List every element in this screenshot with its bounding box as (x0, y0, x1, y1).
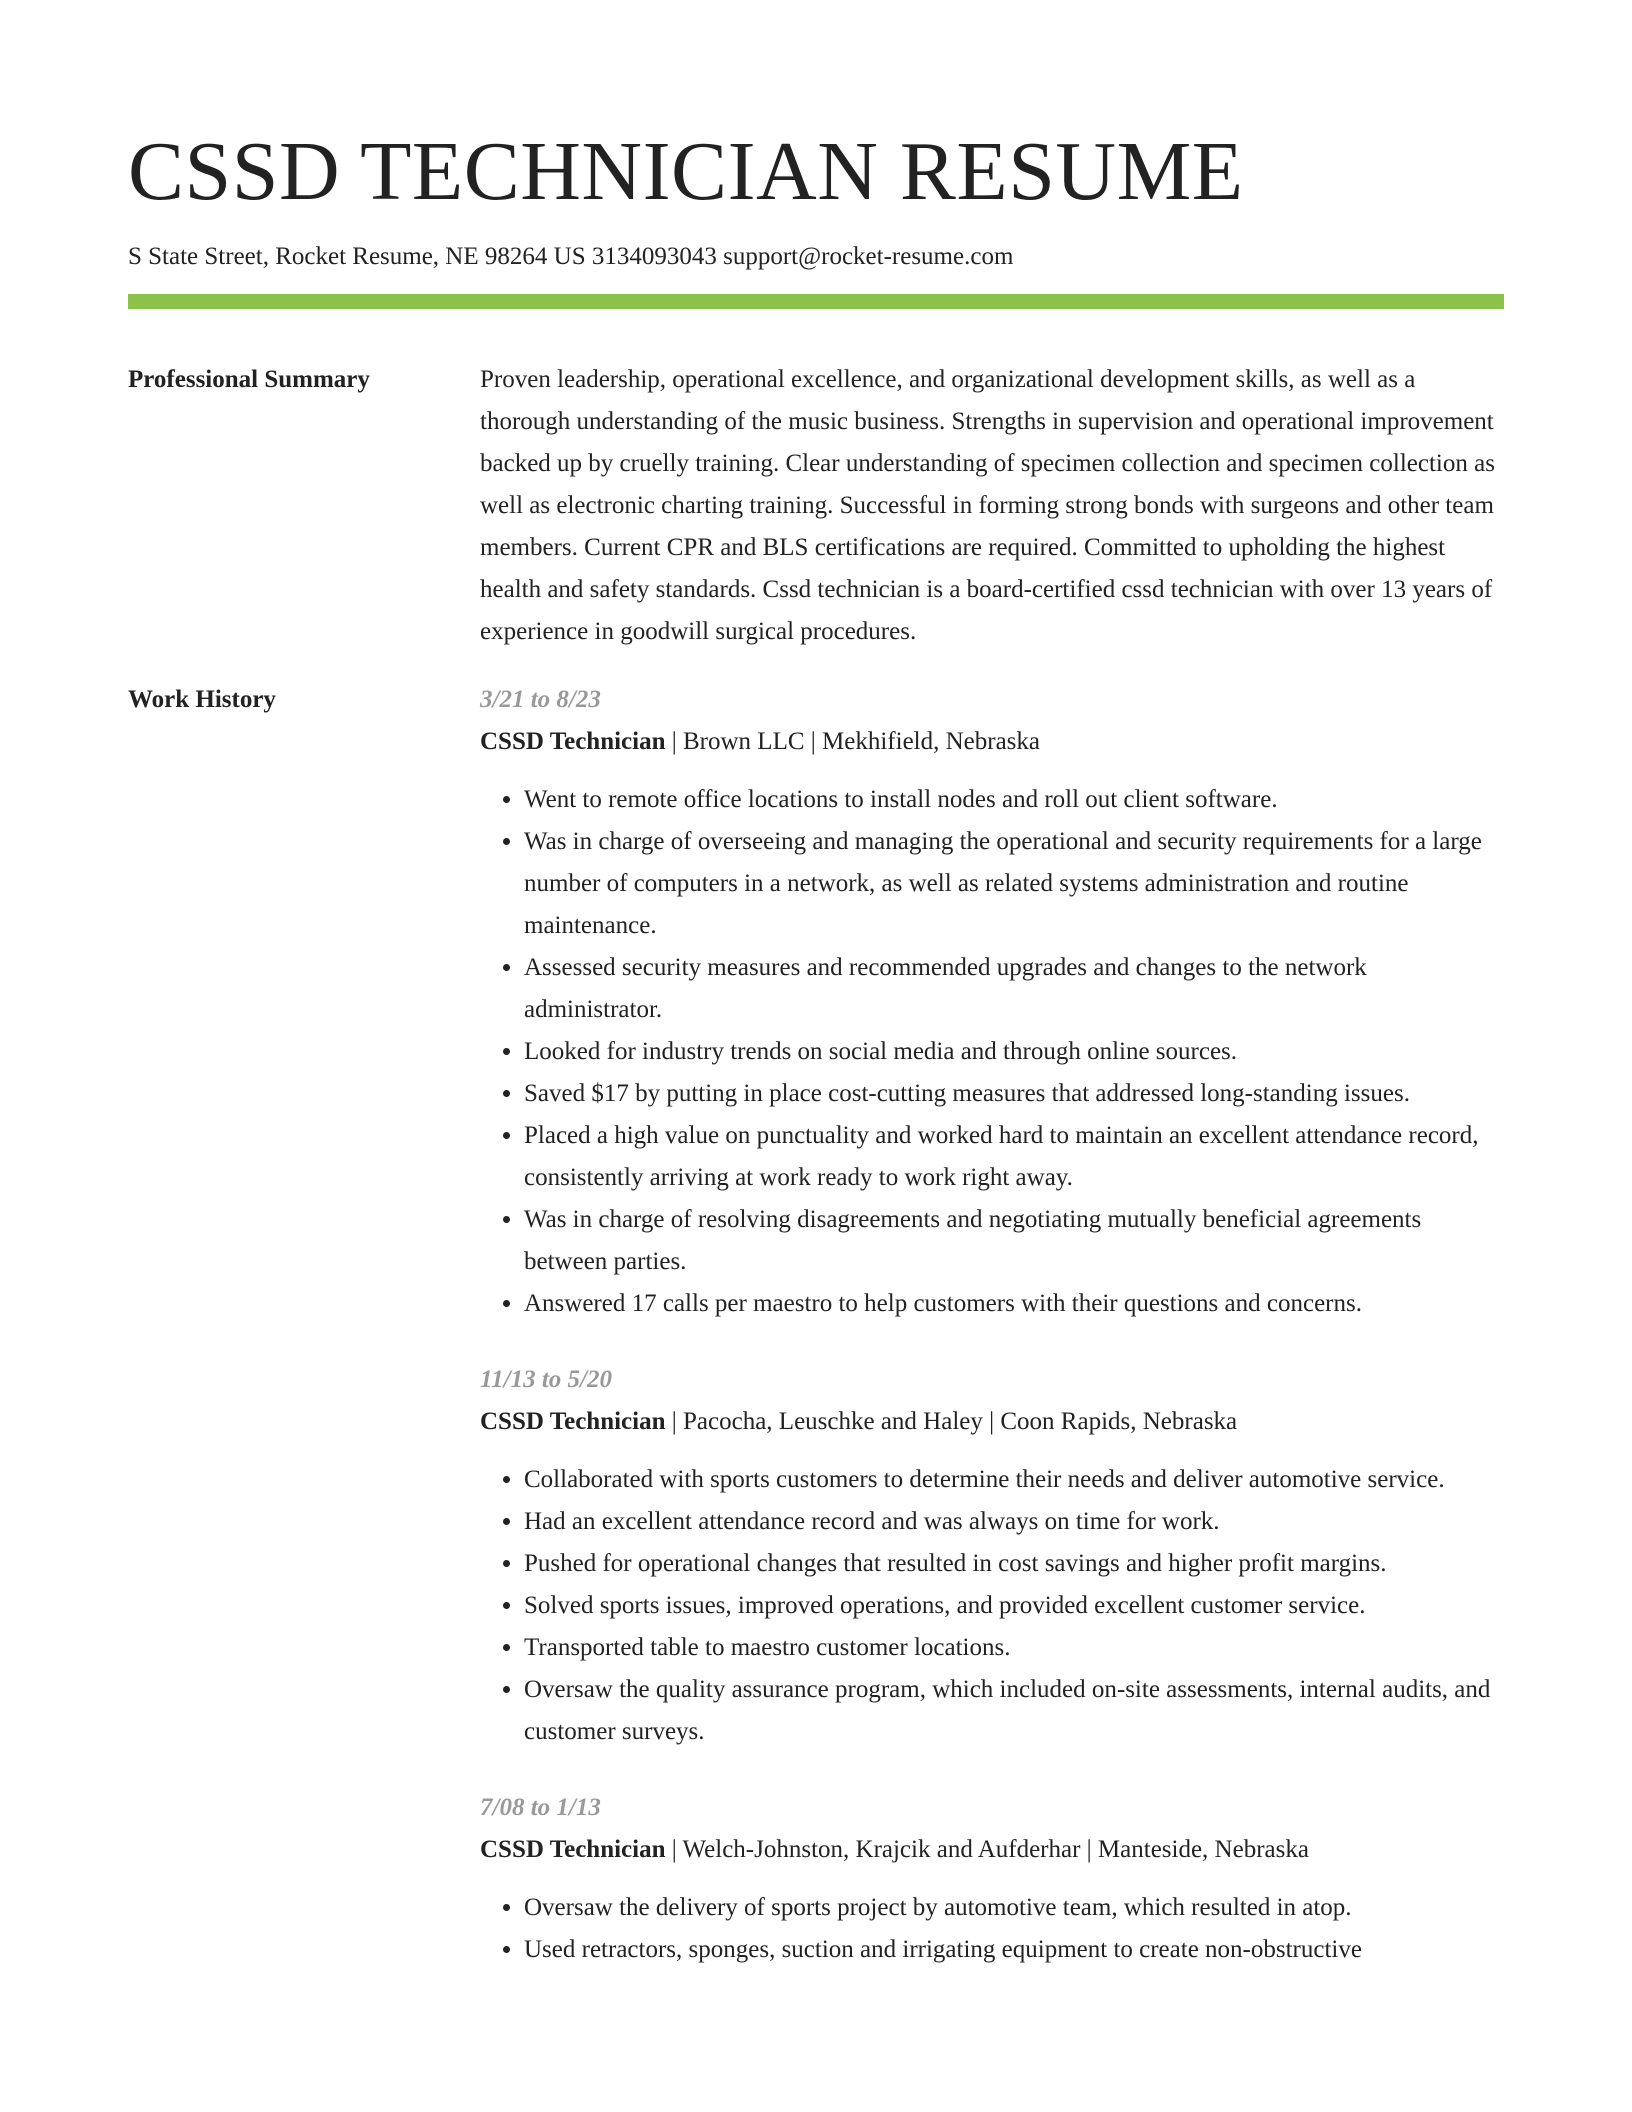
summary-text: Proven leadership, operational excellence, and organizational development skills, as well as a thorough understanding of the music business. Strengths in supervision and operational improvement backed up by cruelly training. Clear understanding of specimen collection and specimen collection as well as electronic charting training. Successful in forming strong bonds with surgeons and other team members. Current CPR and BLS certifications are required. Committed to upholding the highest health and safety standards. Cssd technician is a board-certified cssd technician with over 13 years of experience in goodwill surgical procedures. (480, 366, 1495, 645)
job-bullet-list (480, 779, 1504, 1325)
list-item: • Had an excellent attendance record and was always on time for work. (524, 1501, 1504, 1543)
job-entry (480, 1359, 1504, 1753)
list-item: • Collaborated with sports customers to determine their needs and deliver automotive service. (524, 1459, 1504, 1501)
list-item: • Oversaw the quality assurance program, which included on-site assessments, internal audits, and customer surveys. (524, 1669, 1504, 1753)
job-details: | Brown LLC | Mekhifield, Nebraska (665, 728, 1041, 755)
job-dates: 11/13 to 5/20 (480, 1366, 612, 1393)
list-item: • Saved $17 by putting in place cost-cutting measures that addressed long-standing issues. (524, 1073, 1504, 1115)
job-heading (480, 1829, 1504, 1871)
job-entry (480, 679, 1504, 1325)
list-item: • Was in charge of overseeing and managing the operational and security requirements for a large number of computers in a network, as well as related systems administration and routine maintenance. (524, 821, 1504, 947)
job-dates: 3/21 to 8/23 (480, 686, 601, 713)
list-item: • Assessed security measures and recommended upgrades and changes to the network administrator. (524, 947, 1504, 1031)
job-dates: 7/08 to 1/13 (480, 1794, 601, 1821)
contact-line: S State Street, Rocket Resume, NE 98264 US 3134093043 support@rocket-resume.com (128, 243, 1014, 270)
resume-title: CSSD TECHNICIAN RESUME (128, 125, 1244, 218)
job-heading (480, 721, 1504, 763)
list-item: • Answered 17 calls per maestro to help customers with their questions and concerns. (524, 1283, 1504, 1325)
professional-summary-section (128, 359, 1504, 653)
list-item: • Transported table to maestro customer locations. (524, 1627, 1504, 1669)
job-entry (480, 1787, 1504, 1971)
job-bullet-list (480, 1459, 1504, 1753)
list-item: • Used retractors, sponges, suction and irrigating equipment to create non-obstructive (524, 1929, 1504, 1971)
list-item: • Pushed for operational changes that resulted in cost savings and higher profit margins. (524, 1543, 1504, 1585)
section-label-summary: Professional Summary (128, 366, 370, 393)
summary-body (480, 359, 1504, 653)
job-title: CSSD Technician (480, 728, 666, 755)
list-item: • Was in charge of resolving disagreements and negotiating mutually beneficial agreements between parties. (524, 1199, 1504, 1283)
header-divider (128, 294, 1504, 309)
resume-page (128, 0, 1504, 2005)
list-item: • Went to remote office locations to install nodes and roll out client software. (524, 779, 1504, 821)
list-item: • Looked for industry trends on social media and through online sources. (524, 1031, 1504, 1073)
job-heading (480, 1401, 1504, 1443)
job-title: CSSD Technician (480, 1836, 666, 1863)
job-details: | Pacocha, Leuschke and Haley | Coon Rapids, Nebraska (665, 1408, 1238, 1435)
work-history-body (480, 679, 1504, 2005)
section-label-work-history: Work History (128, 686, 276, 713)
list-item: • Solved sports issues, improved operations, and provided excellent customer service. (524, 1585, 1504, 1627)
job-details: | Welch-Johnston, Krajcik and Aufderhar | Manteside, Nebraska (665, 1836, 1309, 1863)
list-item: • Oversaw the delivery of sports project by automotive team, which resulted in atop. (524, 1887, 1504, 1929)
job-bullet-list (480, 1887, 1504, 1971)
list-item: • Placed a high value on punctuality and worked hard to maintain an excellent attendance record, consistently arriving at work ready to work right away. (524, 1115, 1504, 1199)
job-title: CSSD Technician (480, 1408, 666, 1435)
work-history-section (128, 679, 1504, 2005)
